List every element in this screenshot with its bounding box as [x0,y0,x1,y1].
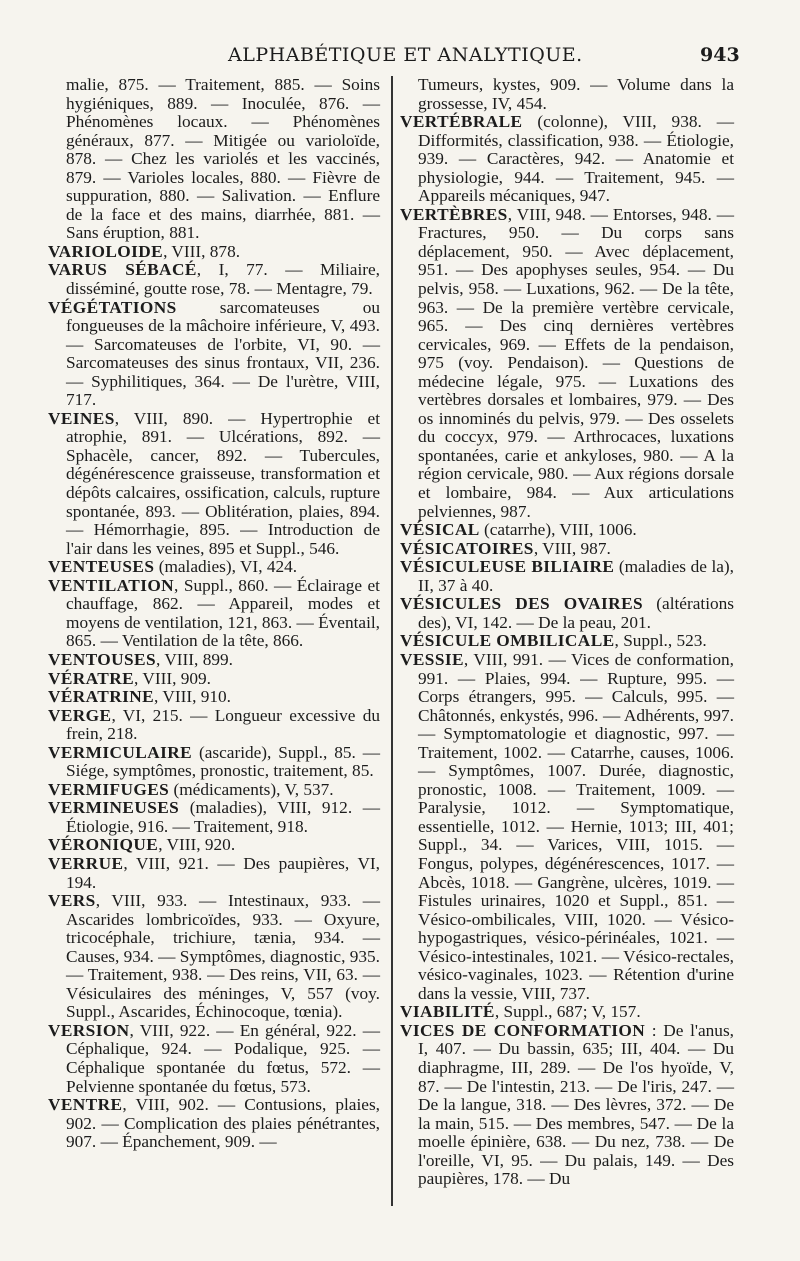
entry-text: (catarrhe), VIII, 1006. [479,520,637,540]
entry-heading: VERSION [48,1020,130,1040]
entry-text: (maladies de la), II, 37 à 40. [418,557,734,595]
entry-text: sarcomateuses ou fongueuses de la mâchoire inférieure, V, 493. — Sarcomateuses de l'orbite, VI, 90. — Sarcomateuses des sinus frontaux, VII, 236. — Syphilitiques, 364. — De l'urètre, VIII, 717. [66,297,380,410]
index-entry [400,1022,734,1189]
index-entry [400,521,734,540]
entry-heading: VIABILITÉ [400,1002,495,1022]
entry-text: , VIII, 909. [134,668,211,688]
index-entry-continuation [48,76,380,243]
entry-heading: VERTÉBRALE [400,112,523,132]
entry-heading: VÉSICULEUSE BILIAIRE [400,557,615,577]
entry-heading: VÉSICATOIRES [400,538,534,558]
entry-heading: VENTEUSES [48,557,155,577]
entry-text: (médicaments), V, 537. [169,779,334,799]
entry-heading: VARIOLOIDE [48,241,164,261]
entry-heading: VERMINEUSES [48,798,180,818]
left-column [48,76,380,1152]
entry-text: , VIII, 899. [155,649,233,669]
entry-heading: VERS [48,891,96,911]
index-entry [400,540,734,559]
entry-text: , VIII, 948. — Entorses, 948. — Fractures, 950. — Du corps sans déplacement, 950. — Avec déplacement, 951. — Des apophyses seules, 954. — Du pelvis, 958. — Luxations, 962. — De la tête, 963. — De la première vertèbre cervicale, 965. — Des cinq dernières vertèbres cervicales, 969. — Effets de la pendaison, 975 (voy. Pendaison). — Questions de médecine légale, 975. — Luxations des vertèbres dorsales et lombaires, 979. — Des os innominés du pelvis, 979. — Des osselets du coccyx, 979. — Arthrocaces, luxations spontanées, carie et ankyloses, 980. — A la région cervicale, 980. — Aux régions dorsale et lombaire, 984. — Aux articulations pelviennes, 987. [418,204,734,521]
entry-heading: VARUS SÉBACÉ [48,260,197,280]
entry-text: , VIII, 921. — Des paupières, VI, 194. [66,853,380,892]
index-entry [400,651,734,1003]
entry-text: (ascaride), Suppl., 85. — Siége, symptômes, pronostic, traitement, 85. [66,742,380,781]
entry-heading: VESSIE [400,649,464,669]
entry-text: malie, 875. — Traitement, 885. — Soins hygiéniques, 889. — Inoculée, 876. — Phénomènes locaux. — Phénomènes généraux, 877. — Mitigée ou varioloïde, 878. — Chez les variolés et les vaccinés, 879. — Varioles locales, 880. — Fièvre de suppuration, 880. — Salivation. — Enflure de la face et des mains, diarrhée, 881. — Sans éruption, 881. [66,75,380,243]
index-entry [400,113,734,206]
entry-text: , VIII, 878. [163,241,241,261]
index-entry [400,1003,734,1022]
entry-text: , Suppl., 523. [614,631,707,651]
entry-heading: VERGE [48,705,112,725]
index-entry [48,688,380,707]
index-entry [48,299,380,410]
entry-heading: VENTRE [48,1095,123,1115]
index-entry [48,577,380,651]
entry-heading: VENTILATION [48,575,175,595]
entry-heading: VERMIFUGES [48,779,170,799]
entry-text: , VIII, 987. [533,538,611,558]
entry-heading: VÉSICULES DES OVAIRES [400,594,644,614]
index-entry [48,707,380,744]
entry-text: (colonne), VIII, 938. — Difformités, classification, 938. — Étiologie, 939. — Caractères, 942. — Anatomie et physiologie, 944. — Traitement, 945. — Appareils mécaniques, 947. [418,112,734,206]
index-entry [48,670,380,689]
entry-heading: VERMICULAIRE [48,742,193,762]
index-entry [48,781,380,800]
entry-text: , VIII, 991. — Vices de conformation, 991. — Plaies, 994. — Rupture, 995. — Corps étrangers, 995. — Calculs, 995. — Châtonnés, enkystés, 996. — Adhérents, 997. — Symptomatologie et diagnostic, 997. — Traitement, 1002. — Catarrhe, causes, 1006. — Symptômes, 1007. Durée, diagnostic, pronostic, 1008. — Traitement, 1009. — Paralysie, 1012. — Symptomatique, essentielle, 1012. — Hernie, 1013; III, 401; Suppl., 34. — Varices, VIII, 1015. — Fongus, polypes, dégénérescences, 1017. — Abcès, 1018. — Gangrène, ulcères, 1019. — Fistules urinaires, 1020 et Suppl., 851. — Vésico-ombilicales, VIII, 1020. — Vésico-hypogastriques, vésico-périnéales, 1021. — Vésico-intestinales, 1021. — Vésico-rectales, vésico-vaginales, 1023. — Rétention d'urine dans la vessie, VIII, 737. [418,649,734,1003]
running-title: ALPHABÉTIQUE ET ANALYTIQUE. [228,44,583,66]
index-entry [48,558,380,577]
entry-text: , VI, 215. — Longueur excessive du frein, 218. [66,705,380,744]
entry-heading: VÉSICAL [400,520,480,540]
page-header [0,44,800,74]
entry-text: (maladies), VIII, 912. — Étiologie, 916. — Traitement, 918. [66,798,380,836]
entry-text: : De l'anus, I, 407. — Du bassin, 635; III, 404. — Du diaphragme, III, 289. — De l'os hyoïde, V, 87. — De l'intestin, 213. — De l'iris, 247. — De la langue, 318. — Des lèvres, 372. — De la main, 515. — Des membres, 547. — De la moelle épinière, 638. — Du nez, 738. — De l'oreille, VI, 95. — Du palais, 149. — Des paupières, 178. — Du [418,1020,734,1189]
entry-heading: VEINES [48,408,115,428]
index-entry [400,595,734,632]
page-number: 943 [700,44,740,66]
index-entry [400,632,734,651]
index-entry [48,892,380,1022]
index-entry [48,744,380,781]
entry-text: , VIII, 920. [158,835,236,855]
entry-heading: VICES DE CONFORMATION [400,1020,646,1040]
entry-heading: VÉRATRINE [48,687,155,707]
entry-text: (maladies), VI, 424. [154,557,298,577]
entry-text: , Suppl., 860. — Éclairage et chauffage, 862. — Appareil, modes et moyens de ventilation, 121, 863. — Éventail, 865. — Ventilation de la tête, 866. [66,575,380,651]
entry-text: , VIII, 922. — En général, 922. — Céphalique, 924. — Podalique, 925. — Céphalique spontanée du fœtus, 572. — Pelvienne spontanée du fœtus, 573. [66,1020,380,1096]
index-entry-continuation [400,76,734,113]
entry-heading: VERTÈBRES [400,204,508,224]
entry-text: (altérations des), VI, 142. — De la peau, 201. [418,594,735,632]
entry-text: , VIII, 890. — Hypertrophie et atrophie, 891. — Ulcérations, 892. — Sphacèle, cancer, 892. — Tubercules, dégénérescence graisseuse, transformation et dépôts calcaires, ossification, calculs, rupture spontanée, 893. — Oblitération, plaies, 894. — Hémorrhagie, 895. — Introduction de l'air dans les veines, 895 et Suppl., 546. [66,408,380,558]
entry-heading: VÉRONIQUE [48,835,159,855]
entry-heading: VÉGÉTATIONS [48,297,177,317]
index-entry [48,1096,380,1152]
index-entry [48,799,380,836]
index-entry [48,1022,380,1096]
index-entry [48,836,380,855]
index-entry [48,243,380,262]
index-entry [48,855,380,892]
entry-text: , VIII, 902. — Contusions, plaies, 902. — Complication des plaies pénétrantes, 907. — Épanchement, 909. — [66,1095,380,1152]
column-divider [391,76,393,1206]
index-entry [48,261,380,298]
entry-text: , Suppl., 687; V, 157. [494,1002,641,1022]
entry-text: , VIII, 910. [154,687,231,707]
entry-heading: VENTOUSES [48,649,156,669]
entry-text: , I, 77. — Miliaire, disséminé, goutte rose, 78. — Mentagre, 79. [66,260,380,299]
index-entry [48,651,380,670]
index-entry [400,206,734,521]
entry-heading: VÉRATRE [48,668,135,688]
right-column [400,76,734,1189]
entry-text: , VIII, 933. — Intestinaux, 933. — Ascarides lombricoïdes, 933. — Oxyure, tricocéphale, trichiure, tænia, 934. — Causes, 934. — Symptômes, diagnostic, 935. — Traitement, 938. — Des reins, VII, 63. — Vésiculaires des méninges, V, 557 (voy. Suppl., Ascarides, Échinocoque, tœnia). [66,891,380,1022]
index-entry [48,410,380,558]
entry-text: Tumeurs, kystes, 909. — Volume dans la grossesse, IV, 454. [418,75,734,113]
entry-heading: VÉSICULE OMBILICALE [400,631,615,651]
entry-heading: VERRUE [48,853,124,873]
index-entry [400,558,734,595]
